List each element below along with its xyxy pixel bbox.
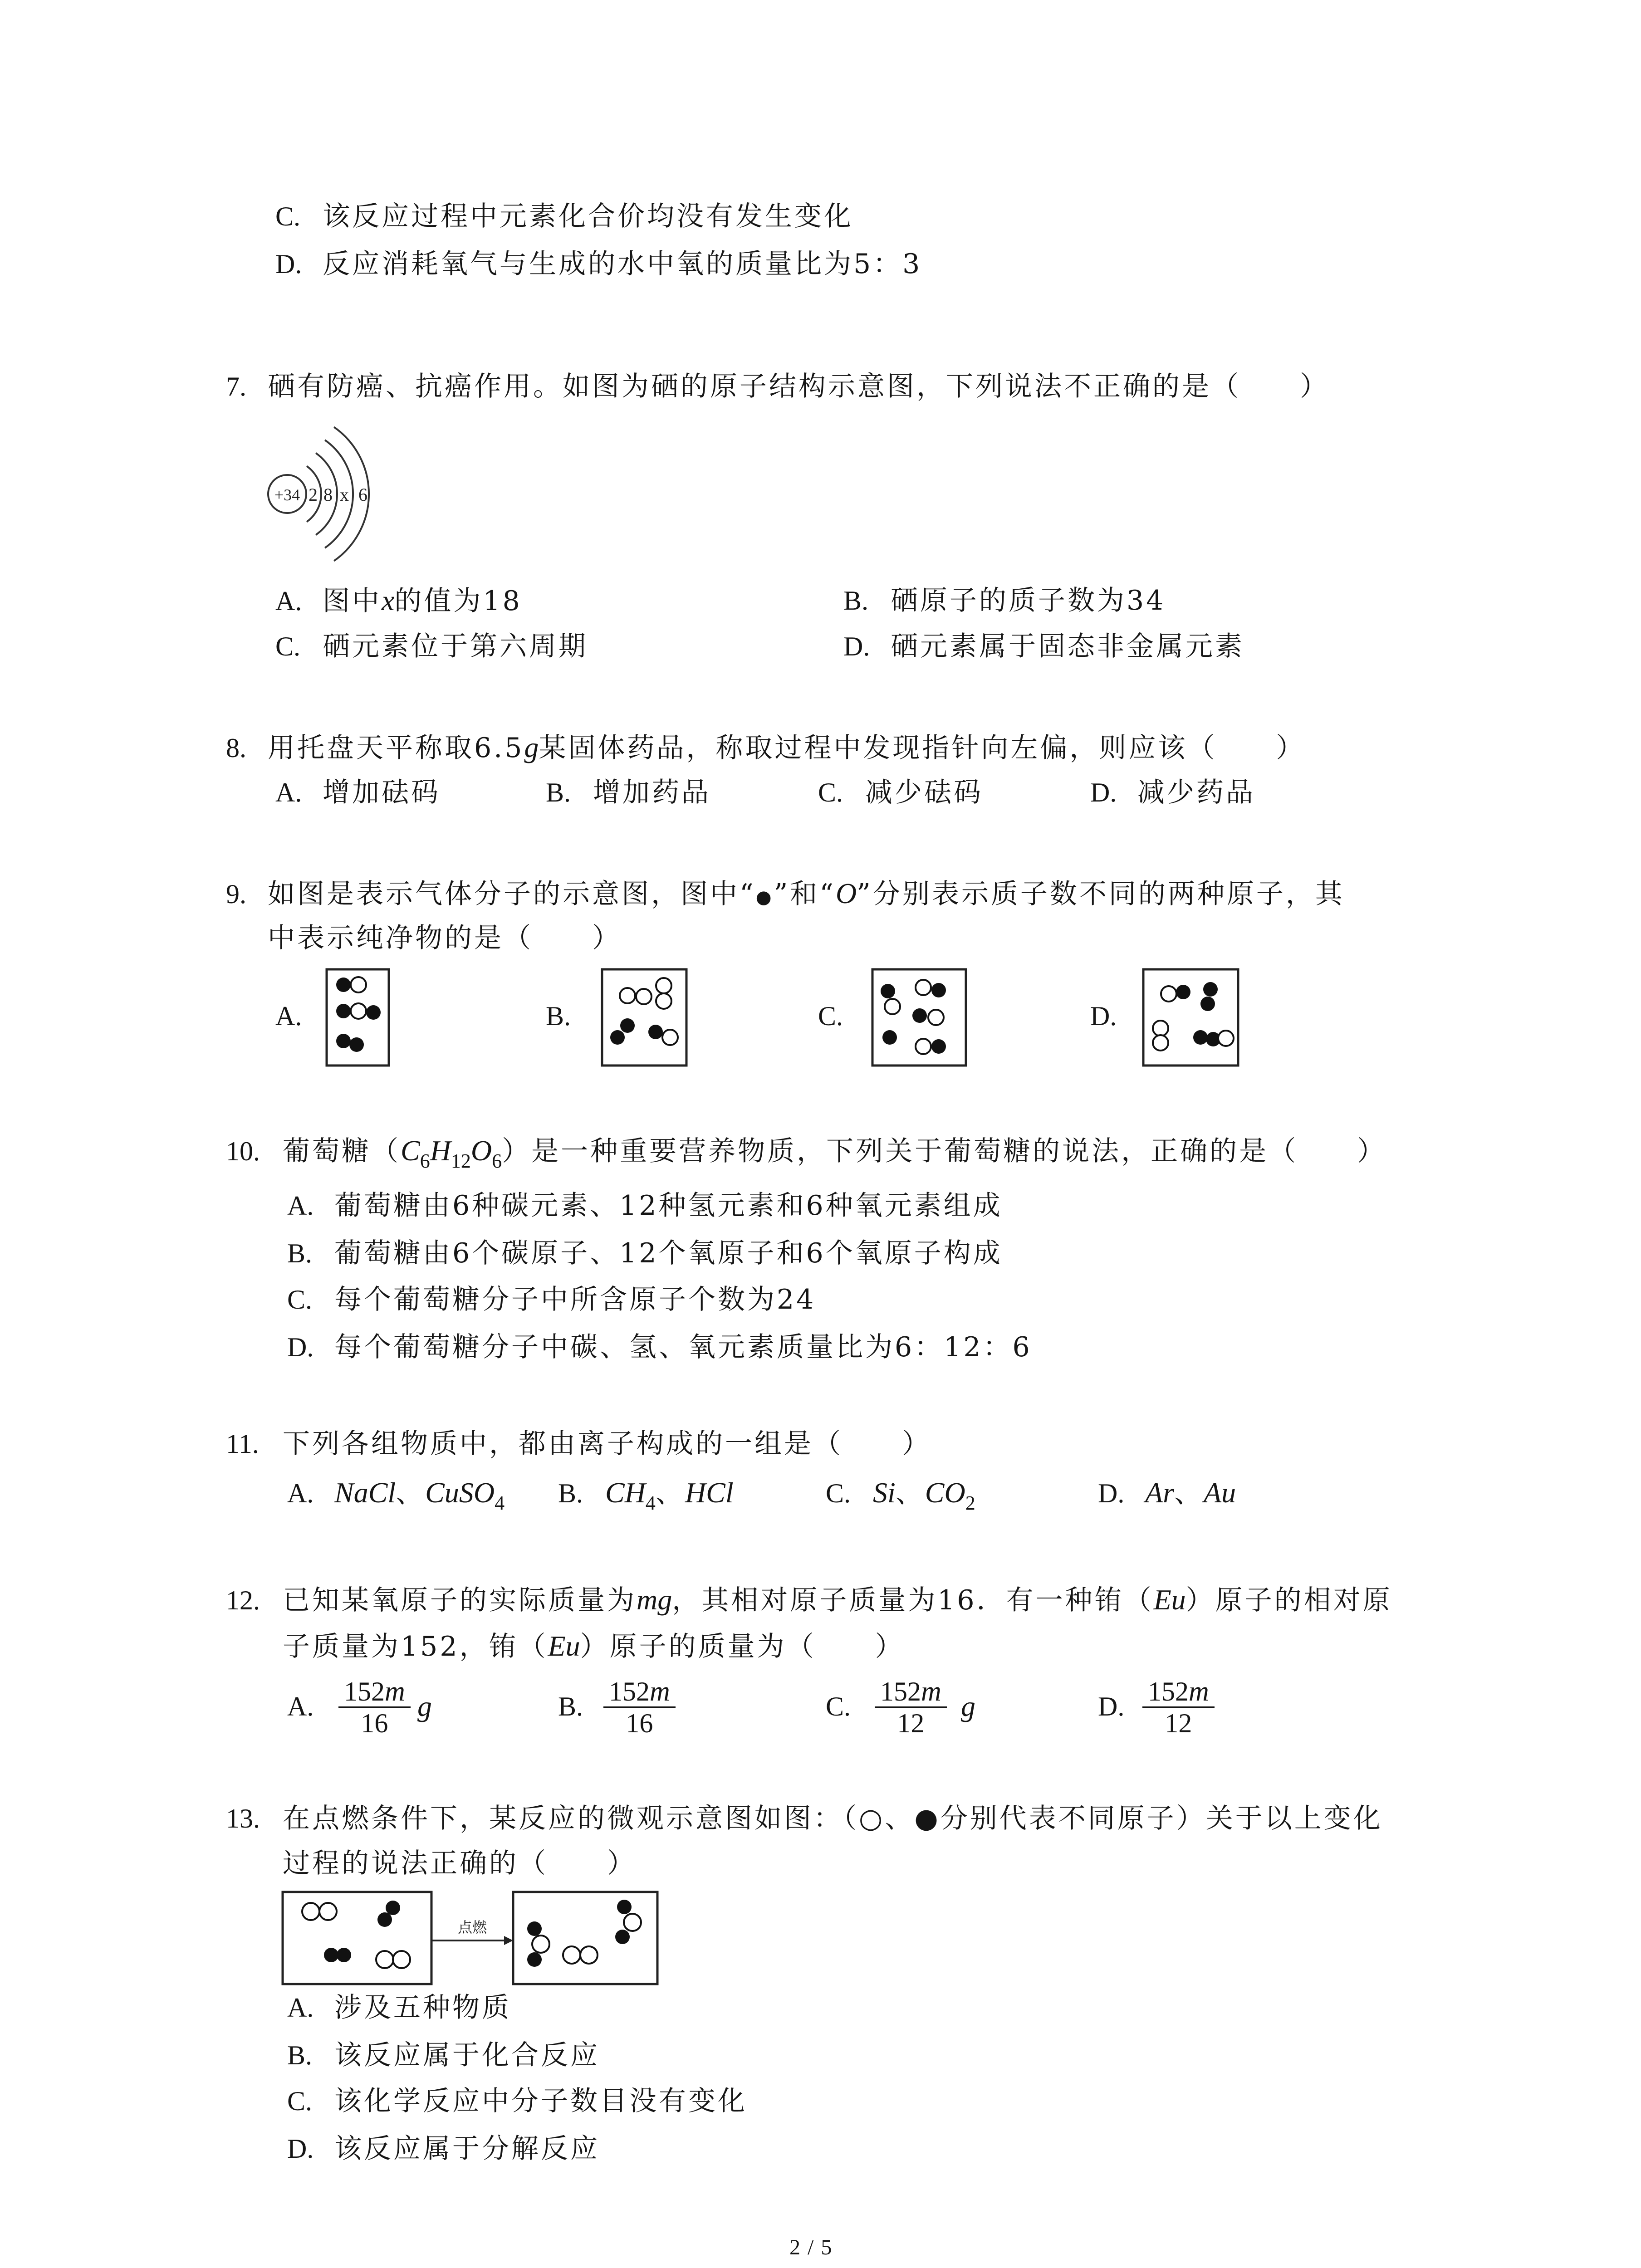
atom-hollow <box>532 1936 549 1953</box>
q12-option-a-letter <box>287 1684 334 1729</box>
numerator <box>877 1677 944 1706</box>
option-letter: B. <box>558 1478 583 1508</box>
atom-filled <box>527 1952 542 1967</box>
question-text: ”分别表示质子数不同的两种原子，其 <box>857 878 1345 910</box>
numerator-variable: m <box>385 1676 405 1707</box>
q9-option-a-molecule-box <box>326 968 390 1066</box>
question-number: 10. <box>226 1136 260 1166</box>
formula-1: Si <box>873 1476 896 1509</box>
question-text: 在点燃条件下，某反应的微观示意图如图：（○、●分别代表不同原子）关于以上变化 <box>283 1803 1383 1834</box>
separator: 、 <box>655 1477 685 1509</box>
q12-option-a-unit <box>417 1684 432 1730</box>
shell-3-electrons: x <box>340 484 349 505</box>
question-text: 过程的说法正确的（ ） <box>283 1848 637 1879</box>
formula-1: NaCl <box>334 1476 396 1509</box>
option-letter: D. <box>287 2134 314 2164</box>
option-text: 减少砝码 <box>865 777 983 808</box>
atom-filled <box>366 1005 381 1020</box>
q12-option-d-fraction <box>1145 1677 1212 1738</box>
formula-1: Ar <box>1145 1476 1174 1509</box>
option-letter: B. <box>546 1001 571 1031</box>
separator: 、 <box>895 1477 925 1509</box>
reaction-arrow-head <box>504 1936 513 1945</box>
question-text: 如图是表示气体分子的示意图，图中“ <box>268 878 756 910</box>
option-letter: D. <box>1098 1478 1125 1508</box>
question-text-pre: 葡萄糖（ <box>283 1135 401 1167</box>
question-text: 硒有防癌、抗癌作用。如图为硒的原子结构示意图，下列说法不正确的是（ ） <box>268 371 1329 402</box>
atom-filled <box>1203 982 1218 997</box>
option-letter: A. <box>275 777 302 807</box>
numerator-value: 152 <box>880 1677 921 1706</box>
formula-subscript: 6 <box>420 1150 430 1172</box>
atom-filled <box>337 1948 351 1962</box>
numerator-variable: m <box>650 1676 670 1707</box>
q12-stem-line-2 <box>283 1623 905 1669</box>
option-text: 该反应属于分解反应 <box>334 2133 600 2165</box>
q6-option-c <box>275 194 853 239</box>
q12-option-c-unit <box>961 1684 975 1730</box>
formula-2-subscript: 2 <box>965 1492 975 1514</box>
atom-hollow <box>580 1946 598 1964</box>
q13-option-c <box>287 2078 747 2124</box>
atom-hollow <box>393 1951 410 1968</box>
q10-option-b <box>287 1231 1003 1276</box>
option-letter: B. <box>843 586 869 616</box>
formula-1-subscript: 4 <box>645 1492 656 1514</box>
option-text-post: 的值为18 <box>394 585 522 617</box>
atom-filled <box>324 1948 338 1962</box>
q8-option-b <box>546 770 711 815</box>
atom-filled <box>882 1030 897 1045</box>
q6-option-d <box>275 241 922 287</box>
unit-variable: g <box>524 731 539 763</box>
option-letter: C. <box>275 201 301 231</box>
option-text: 减少药品 <box>1137 777 1255 808</box>
q9-option-b-molecule-box <box>601 968 687 1066</box>
atom-filled <box>648 1025 663 1039</box>
numerator <box>341 1677 408 1706</box>
formula-subscript: 12 <box>451 1150 471 1172</box>
formula-element: O <box>470 1134 492 1167</box>
atom-filled <box>1176 985 1190 999</box>
atom-hollow <box>916 980 931 995</box>
q9-option-a-label <box>275 993 323 1039</box>
question-number: 8. <box>226 733 246 763</box>
q13-option-b <box>287 2033 600 2078</box>
separator: 、 <box>1174 1477 1204 1509</box>
atom-hollow <box>928 1010 944 1025</box>
atom-hollow <box>885 999 900 1014</box>
option-text: 硒元素属于固态非金属元素 <box>891 631 1244 662</box>
option-letter: B. <box>287 2040 313 2070</box>
element-symbol: Eu <box>548 1630 580 1662</box>
q9-option-d-molecule-box <box>1142 968 1239 1066</box>
formula-2-subscript: 4 <box>495 1492 505 1514</box>
option-letter: C. <box>275 631 301 661</box>
formula-element: C <box>401 1134 420 1167</box>
option-letter: D. <box>1098 1691 1125 1721</box>
q11-option-d <box>1098 1470 1236 1526</box>
formula-element: H <box>430 1134 451 1167</box>
page-number: 2 / 5 <box>789 2235 833 2259</box>
formula-2: CO <box>925 1476 965 1509</box>
numerator-value: 152 <box>609 1677 650 1706</box>
denominator: 16 <box>338 1706 411 1738</box>
unit: g <box>417 1690 432 1722</box>
atom-hollow <box>916 1039 931 1054</box>
denominator: 16 <box>603 1706 676 1738</box>
q9-option-c-molecule-box <box>872 968 967 1066</box>
q7-stem <box>226 364 1329 409</box>
option-letter: A. <box>275 586 302 616</box>
option-letter: A. <box>275 1001 302 1031</box>
option-letter: C. <box>826 1691 851 1721</box>
glucose-formula <box>401 1134 502 1172</box>
atom-filled <box>336 1004 351 1018</box>
numerator-variable: m <box>921 1676 941 1707</box>
option-text: 反应消耗氧气与生成的水中氧的质量比为5：3 <box>323 248 922 280</box>
atom-hollow <box>302 1903 319 1920</box>
numerator-variable: m <box>1189 1676 1209 1707</box>
atom-hollow <box>620 988 635 1003</box>
option-letter: D. <box>1090 777 1117 807</box>
hollow-atom-symbol: O <box>835 877 857 909</box>
q10-option-d <box>287 1325 1032 1370</box>
option-letter: A. <box>287 1478 314 1508</box>
q7-option-b <box>843 578 1166 623</box>
option-text: 该反应过程中元素化合价均没有发生变化 <box>323 200 853 232</box>
option-letter: D. <box>275 249 302 279</box>
atom-filled <box>617 1900 632 1914</box>
q8-option-d <box>1090 770 1255 815</box>
option-letter: D. <box>843 631 870 661</box>
q10-option-a <box>287 1183 1003 1228</box>
denominator: 12 <box>875 1706 947 1738</box>
atom-filled <box>881 984 895 998</box>
q11-option-c <box>826 1470 975 1526</box>
question-text: 下列各组物质中，都由离子构成的一组是（ ） <box>283 1428 931 1460</box>
question-number: 7. <box>226 371 246 401</box>
question-text: ”和“ <box>774 878 836 910</box>
q9-stem-line-1 <box>226 871 1345 920</box>
q9-stem-line-2 <box>268 915 622 961</box>
atom-filled <box>931 983 946 997</box>
atom-filled <box>386 1901 400 1915</box>
question-number: 9. <box>226 879 246 909</box>
q12-stem-line-1 <box>226 1577 1392 1623</box>
atom-hollow <box>563 1946 580 1964</box>
q8-stem <box>226 725 1305 771</box>
q12-option-d-letter <box>1098 1684 1145 1729</box>
formula-subscript: 6 <box>492 1150 502 1172</box>
q11-option-a <box>287 1470 505 1526</box>
denominator: 12 <box>1142 1706 1215 1738</box>
shell-2-electrons: 8 <box>323 484 333 505</box>
question-text-post: ）是一种重要营养物质，下列关于葡萄糖的说法，正确的是（ ） <box>502 1135 1387 1167</box>
atom-filled <box>377 1912 392 1927</box>
option-text: 硒元素位于第六周期 <box>323 631 588 662</box>
atom-hollow <box>636 989 652 1004</box>
atom-filled <box>620 1018 635 1033</box>
option-letter: A. <box>287 1691 314 1721</box>
option-text-pre: 图中 <box>323 585 382 617</box>
question-text: ）原子的质量为（ ） <box>580 1631 905 1662</box>
option-text: 葡萄糖由6个碳原子、12个氧原子和6个氧原子构成 <box>334 1237 1003 1269</box>
q8-option-a <box>275 770 441 815</box>
box-frame <box>602 969 686 1066</box>
option-text: 涉及五种物质 <box>334 1992 511 2024</box>
question-number: 11. <box>226 1429 259 1459</box>
atom-hollow <box>1153 1021 1168 1036</box>
q12-option-c-letter <box>826 1684 873 1729</box>
option-letter: C. <box>826 1478 851 1508</box>
option-text: 硒原子的质子数为34 <box>891 585 1166 616</box>
option-letter: C. <box>818 777 843 807</box>
q13-option-a <box>287 1985 511 2030</box>
q12-option-b-letter <box>558 1684 605 1729</box>
option-letter: C. <box>287 1285 313 1315</box>
unit: g <box>961 1690 975 1722</box>
q9-option-d-label <box>1090 993 1137 1039</box>
q10-option-c <box>287 1277 816 1322</box>
atom-hollow <box>624 1914 641 1931</box>
numerator-value: 152 <box>1148 1677 1189 1706</box>
option-text: 增加药品 <box>593 777 711 808</box>
atom-filled <box>615 1930 630 1944</box>
atom-filled <box>1200 997 1215 1011</box>
q12-option-b-fraction <box>606 1677 673 1738</box>
option-letter: D. <box>1090 1001 1117 1031</box>
atom-hollow <box>1161 986 1176 1002</box>
shell-4-electrons: 6 <box>358 484 367 505</box>
q7-option-a <box>275 578 522 624</box>
q9-option-b-label <box>546 993 593 1039</box>
atom-hollow <box>1153 1035 1168 1051</box>
option-text: 每个葡萄糖分子中所含原子个数为24 <box>334 1284 816 1315</box>
question-text: ）原子的相对原 <box>1185 1584 1392 1616</box>
option-letter: B. <box>287 1238 313 1268</box>
element-symbol: Eu <box>1153 1584 1186 1616</box>
question-text-pre: 用托盘天平称取6.5 <box>268 732 524 764</box>
option-letter: D. <box>287 1332 314 1362</box>
numerator <box>606 1677 673 1706</box>
atom-filled <box>336 1034 351 1048</box>
formula-2: HCl <box>685 1476 734 1509</box>
question-text: 已知某氧原子的实际质量为 <box>283 1584 637 1616</box>
q13-stem-line-1 <box>226 1796 1383 1841</box>
option-letter: A. <box>287 1993 314 2023</box>
q9-option-c-label <box>818 993 865 1039</box>
atom-filled <box>1193 1030 1208 1045</box>
atom-hollow <box>656 978 671 993</box>
atom-hollow <box>351 1003 366 1019</box>
numerator-value: 152 <box>344 1677 385 1706</box>
option-text: 增加砝码 <box>323 777 441 808</box>
atom-filled <box>349 1037 364 1052</box>
q12-option-a-fraction <box>341 1677 408 1738</box>
nucleus-charge: +34 <box>274 486 300 504</box>
formula-1: CH <box>605 1476 646 1509</box>
question-text: 子质量为152，铕（ <box>283 1631 548 1662</box>
atom-hollow <box>319 1903 337 1920</box>
option-letter: A. <box>287 1191 314 1221</box>
atom-hollow <box>656 993 671 1009</box>
atom-hollow <box>351 977 366 992</box>
formula-2: CuSO <box>425 1476 495 1509</box>
q13-option-d <box>287 2126 600 2171</box>
option-text: 葡萄糖由6种碳元素、12种氢元素和6种氧元素组成 <box>334 1190 1003 1222</box>
option-text: 每个葡萄糖分子中碳、氢、氧元素质量比为6：12：6 <box>334 1331 1032 1363</box>
atom-filled <box>912 1008 927 1023</box>
reaction-condition-label: 点燃 <box>457 1919 487 1936</box>
q13-reaction-diagram <box>272 1887 671 1991</box>
option-letter: B. <box>546 777 571 807</box>
atom-hollow <box>1218 1031 1234 1046</box>
q7-option-c <box>275 624 588 669</box>
box-frame <box>1143 969 1238 1066</box>
atom-hollow <box>662 1030 678 1045</box>
q11-stem <box>226 1421 931 1466</box>
option-variable: x <box>382 584 395 616</box>
selenium-atom-structure-diagram <box>254 404 390 585</box>
q11-option-b <box>558 1470 734 1526</box>
question-text-post: 某固体药品，称取过程中发现指针向左偏，则应该（ ） <box>539 732 1306 764</box>
option-letter: C. <box>287 2086 313 2116</box>
question-text: 中表示纯净物的是（ ） <box>268 922 622 954</box>
option-letter: C. <box>818 1001 843 1031</box>
question-number: 13. <box>226 1804 260 1833</box>
option-text: 该化学反应中分子数目没有变化 <box>334 2085 747 2117</box>
numerator <box>1145 1677 1212 1706</box>
atom-filled <box>336 978 351 992</box>
option-text: 该反应属于化合反应 <box>334 2039 600 2071</box>
option-letter: B. <box>558 1691 583 1721</box>
atom-filled <box>610 1030 625 1045</box>
question-text: ，其相对原子质量为16．有一种铕（ <box>672 1584 1154 1616</box>
q12-option-c-fraction <box>877 1677 944 1738</box>
separator: 、 <box>396 1477 426 1509</box>
atom-filled <box>931 1039 946 1054</box>
formula-2: Au <box>1204 1476 1236 1509</box>
q10-stem <box>226 1128 1386 1184</box>
question-number: 12. <box>226 1585 260 1615</box>
atom-filled <box>527 1921 542 1936</box>
q7-option-d <box>843 624 1244 669</box>
atom-hollow <box>376 1951 393 1968</box>
mass-variable: mg <box>637 1584 672 1616</box>
filled-atom-symbol: ● <box>755 887 774 908</box>
q13-stem-line-2 <box>283 1841 637 1886</box>
q8-option-c <box>818 770 983 815</box>
shell-1-electrons: 2 <box>309 484 318 505</box>
